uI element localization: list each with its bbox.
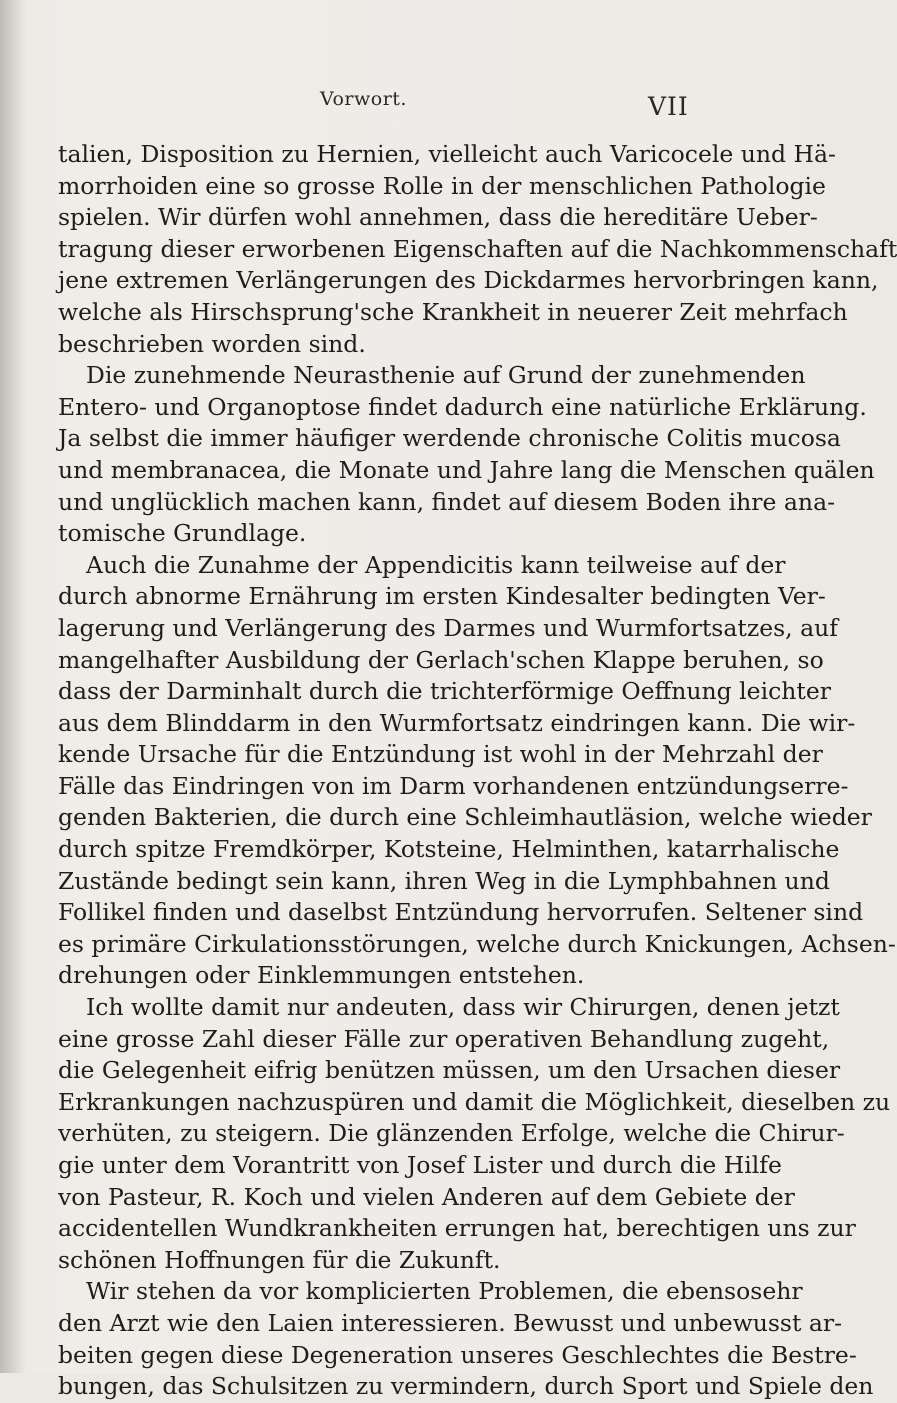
text-line: Erkrankungen nachzuspüren und damit die Möglichkeit, dieselben zu — [58, 1087, 891, 1116]
running-title: Vorwort. — [320, 88, 407, 110]
text-line: bungen, das Schulsitzen zu vermindern, durch Sport und Spiele den — [58, 1372, 874, 1401]
text-line: verhüten, zu steigern. Die glänzenden Erfolge, welche die Chirur- — [58, 1119, 845, 1148]
text-line: durch spitze Fremdkörper, Kotsteine, Helminthen, katarrhalische — [58, 835, 840, 864]
text-line: eine grosse Zahl dieser Fälle zur operativen Behandlung zugeht, — [58, 1024, 830, 1053]
text-line: jene extremen Verlängerungen des Dickdarmes hervorbringen kann, — [58, 266, 879, 295]
text-line: aus dem Blinddarm in den Wurmfortsatz eindringen kann. Die wir- — [58, 708, 856, 737]
text-line: accidentellen Wundkrankheiten errungen hat, berechtigen uns zur — [58, 1214, 856, 1243]
text-line: gie unter dem Vorantritt von Josef Lister und durch die Hilfe — [58, 1151, 782, 1179]
text-line: von Pasteur, R. Koch und vielen Anderen auf dem Gebiete der — [58, 1182, 795, 1211]
text-line: spielen. Wir dürfen wohl annehmen, dass die hereditäre Ueber- — [58, 203, 818, 232]
text-line: tomische Grundlage. — [58, 519, 307, 548]
text-line: beiten gegen diese Degeneration unseres Geschlechtes die Bestre- — [58, 1340, 857, 1369]
text-line: Auch die Zunahme der Appendicitis kann teilweise auf der — [86, 550, 786, 579]
text-line: die Gelegenheit eifrig benützen müssen, um den Ursachen dieser — [58, 1056, 841, 1085]
text-line: beschrieben worden sind. — [58, 329, 366, 358]
text-line: es primäre Cirkulationsstörungen, welche durch Knickungen, Achsen- — [58, 929, 896, 958]
text-line: morrhoiden eine so grosse Rolle in der menschlichen Pathologie — [58, 171, 826, 200]
text-line: den Arzt wie den Laien interessieren. Bewusst und unbewusst ar- — [58, 1308, 843, 1337]
body-text — [58, 139, 897, 1403]
text-line: durch abnorme Ernährung im ersten Kindesalter bedingten Ver- — [58, 582, 826, 611]
text-line: genden Bakterien, die durch eine Schleimhautläsion, welche wieder — [58, 803, 872, 832]
text-line: tragung dieser erworbenen Eigenschaften auf die Nachkommenschaft — [58, 234, 897, 263]
text-line: dass der Darminhalt durch die trichterförmige Oeffnung leichter — [58, 677, 831, 706]
text-line: Wir stehen da vor komplicierten Problemen, die ebensosehr — [86, 1277, 803, 1306]
text-line: mangelhafter Ausbildung der Gerlach'schen Klappe beruhen, so — [58, 645, 824, 674]
text-line: drehungen oder Einklemmungen entstehen. — [58, 961, 585, 990]
page-number: VII — [648, 92, 689, 121]
text-line: Ich wollte damit nur andeuten, dass wir Chirurgen, denen jetzt — [86, 993, 840, 1022]
text-line: Follikel finden und daselbst Entzündung hervorrufen. Seltener sind — [58, 898, 864, 927]
text-line: Fälle das Eindringen von im Darm vorhandenen entzündungserre- — [58, 771, 849, 800]
text-line: welche als Hirschsprung'sche Krankheit in neuerer Zeit mehrfach — [58, 297, 848, 326]
spine-shadow — [0, 0, 26, 1373]
text-line: schönen Hoffnungen für die Zukunft. — [58, 1245, 501, 1274]
text-line: Ja selbst die immer häufiger werdende chronische Colitis mucosa — [58, 424, 841, 453]
text-line: und unglücklich machen kann, findet auf diesem Boden ihre ana- — [58, 487, 836, 516]
text-line: Zustände bedingt sein kann, ihren Weg in die Lymphbahnen und — [58, 866, 830, 895]
text-line: kende Ursache für die Entzündung ist wohl in der Mehrzahl der — [58, 740, 823, 769]
text-line: Die zunehmende Neurasthenie auf Grund der zunehmenden — [86, 361, 806, 390]
text-line: Entero- und Organoptose findet dadurch eine natürliche Erklärung. — [58, 392, 867, 421]
page-header — [0, 88, 800, 128]
text-line: lagerung und Verlängerung des Darmes und Wurmfortsatzes, auf — [58, 613, 838, 642]
text-line: talien, Disposition zu Hernien, vielleicht auch Varicocele und Hä- — [58, 140, 836, 168]
text-line: und membranacea, die Monate und Jahre lang die Menschen quälen — [58, 455, 875, 484]
